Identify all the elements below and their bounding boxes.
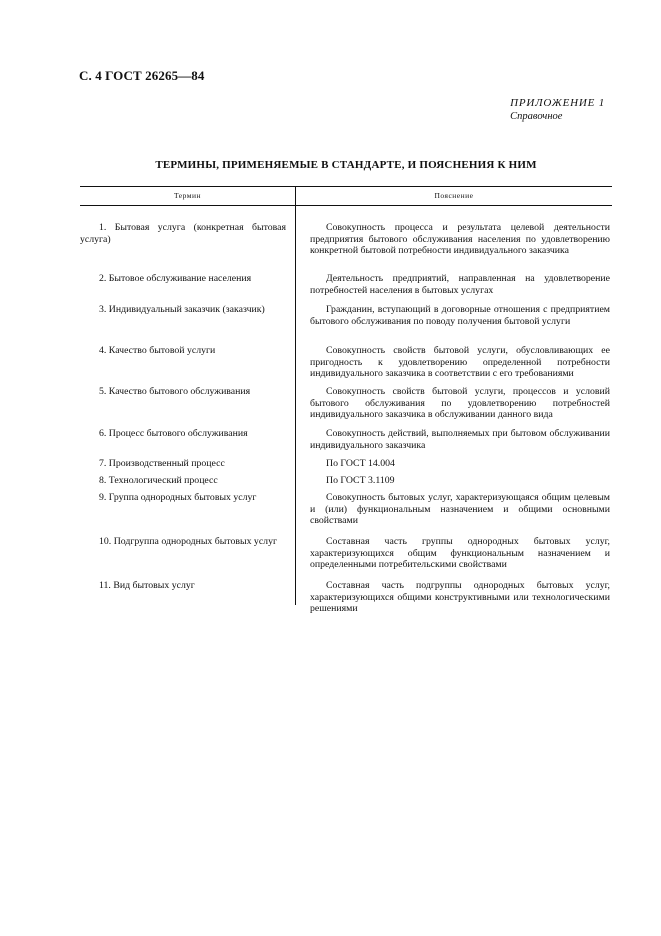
table-row xyxy=(80,536,612,580)
table-row xyxy=(80,475,612,492)
explanation-cell: По ГОСТ 14.004 xyxy=(326,458,395,469)
table-row xyxy=(80,580,612,620)
explanation-cell: Составная часть подгруппы однородных бытовых услуг, характеризующихся общими конструктивными или технологическими решениями xyxy=(310,580,610,615)
term-cell: 8. Технологический процесс xyxy=(99,475,218,486)
table-row xyxy=(80,492,612,536)
terms-table xyxy=(80,186,612,620)
term-cell: 5. Качество бытового обслуживания xyxy=(99,386,251,397)
table-row xyxy=(80,345,612,386)
term-cell: 10. Подгруппа однородных бытовых услуг xyxy=(99,536,277,547)
term-cell: 2. Бытовое обслуживание населения xyxy=(99,273,252,284)
document-title: ТЕРМИНЫ, ПРИМЕНЯЕМЫЕ В СТАНДАРТЕ, И ПОЯСНЕНИЯ К НИМ xyxy=(155,159,537,171)
term-cell: 6. Процесс бытового обслуживания xyxy=(99,428,248,439)
term-cell: 9. Группа однородных бытовых услуг xyxy=(99,492,257,503)
table-body xyxy=(80,206,612,620)
term-cell: 3. Индивидуальный заказчик (заказчик) xyxy=(99,304,265,315)
term-cell: 11. Вид бытовых услуг xyxy=(99,580,195,591)
term-cell: 1. Бытовая услуга (конкретная бытовая услуга) xyxy=(80,222,286,245)
table-row xyxy=(80,222,612,273)
appendix-title: ПРИЛОЖЕНИЕ 1 xyxy=(510,97,605,109)
table-row xyxy=(80,304,612,345)
column-divider xyxy=(295,204,296,605)
appendix-subtitle: Справочное xyxy=(510,111,563,122)
table-row xyxy=(80,386,612,428)
table-row xyxy=(80,428,612,458)
explanation-cell: Гражданин, вступающий в договорные отношения с предприятием бытового обслуживания по поводу получения бытовой услуги xyxy=(310,304,610,327)
appendix-label xyxy=(510,97,605,123)
column-header-explanation: Пояснение xyxy=(295,187,612,205)
table-row xyxy=(80,273,612,304)
explanation-cell: Совокупность свойств бытовой услуги, процессов и условий бытового обслуживания по удовлетворению потребностей индивидуального заказчика в обслуживании данного вида xyxy=(310,386,610,421)
explanation-cell: Совокупность процесса и результата целевой деятельности предприятия бытового обслуживания населения по удовлетворению конкретной бытовой потребности индивидуального заказчика xyxy=(310,222,610,257)
explanation-cell: По ГОСТ 3.1109 xyxy=(326,475,395,486)
explanation-cell: Совокупность действий, выполняемых при бытовом обслуживании индивидуального заказчика xyxy=(310,428,610,451)
table-header xyxy=(80,187,612,206)
explanation-cell: Деятельность предприятий, направленная на удовлетворение потребностей населения в бытовых услугах xyxy=(310,273,610,296)
table-row xyxy=(80,458,612,475)
column-header-term: Термин xyxy=(173,191,202,200)
term-cell: 4. Качество бытовой услуги xyxy=(99,345,216,356)
explanation-cell: Совокупность бытовых услуг, характеризующаяся общим целевым и (или) функциональным назначением и общими основными свойствами xyxy=(310,492,610,527)
explanation-cell: Совокупность свойств бытовой услуги, обусловливающих ее пригодность к удовлетворению определенной потребности индивидуального заказчика в соответствии с его требованиями xyxy=(310,345,610,380)
explanation-cell: Составная часть группы однородных бытовых услуг, характеризующихся общим функциональным назначением и определенными потребительскими свойствами xyxy=(310,536,610,571)
page-header: С. 4 ГОСТ 26265—84 xyxy=(79,68,205,83)
term-cell: 7. Производственный процесс xyxy=(99,458,225,469)
